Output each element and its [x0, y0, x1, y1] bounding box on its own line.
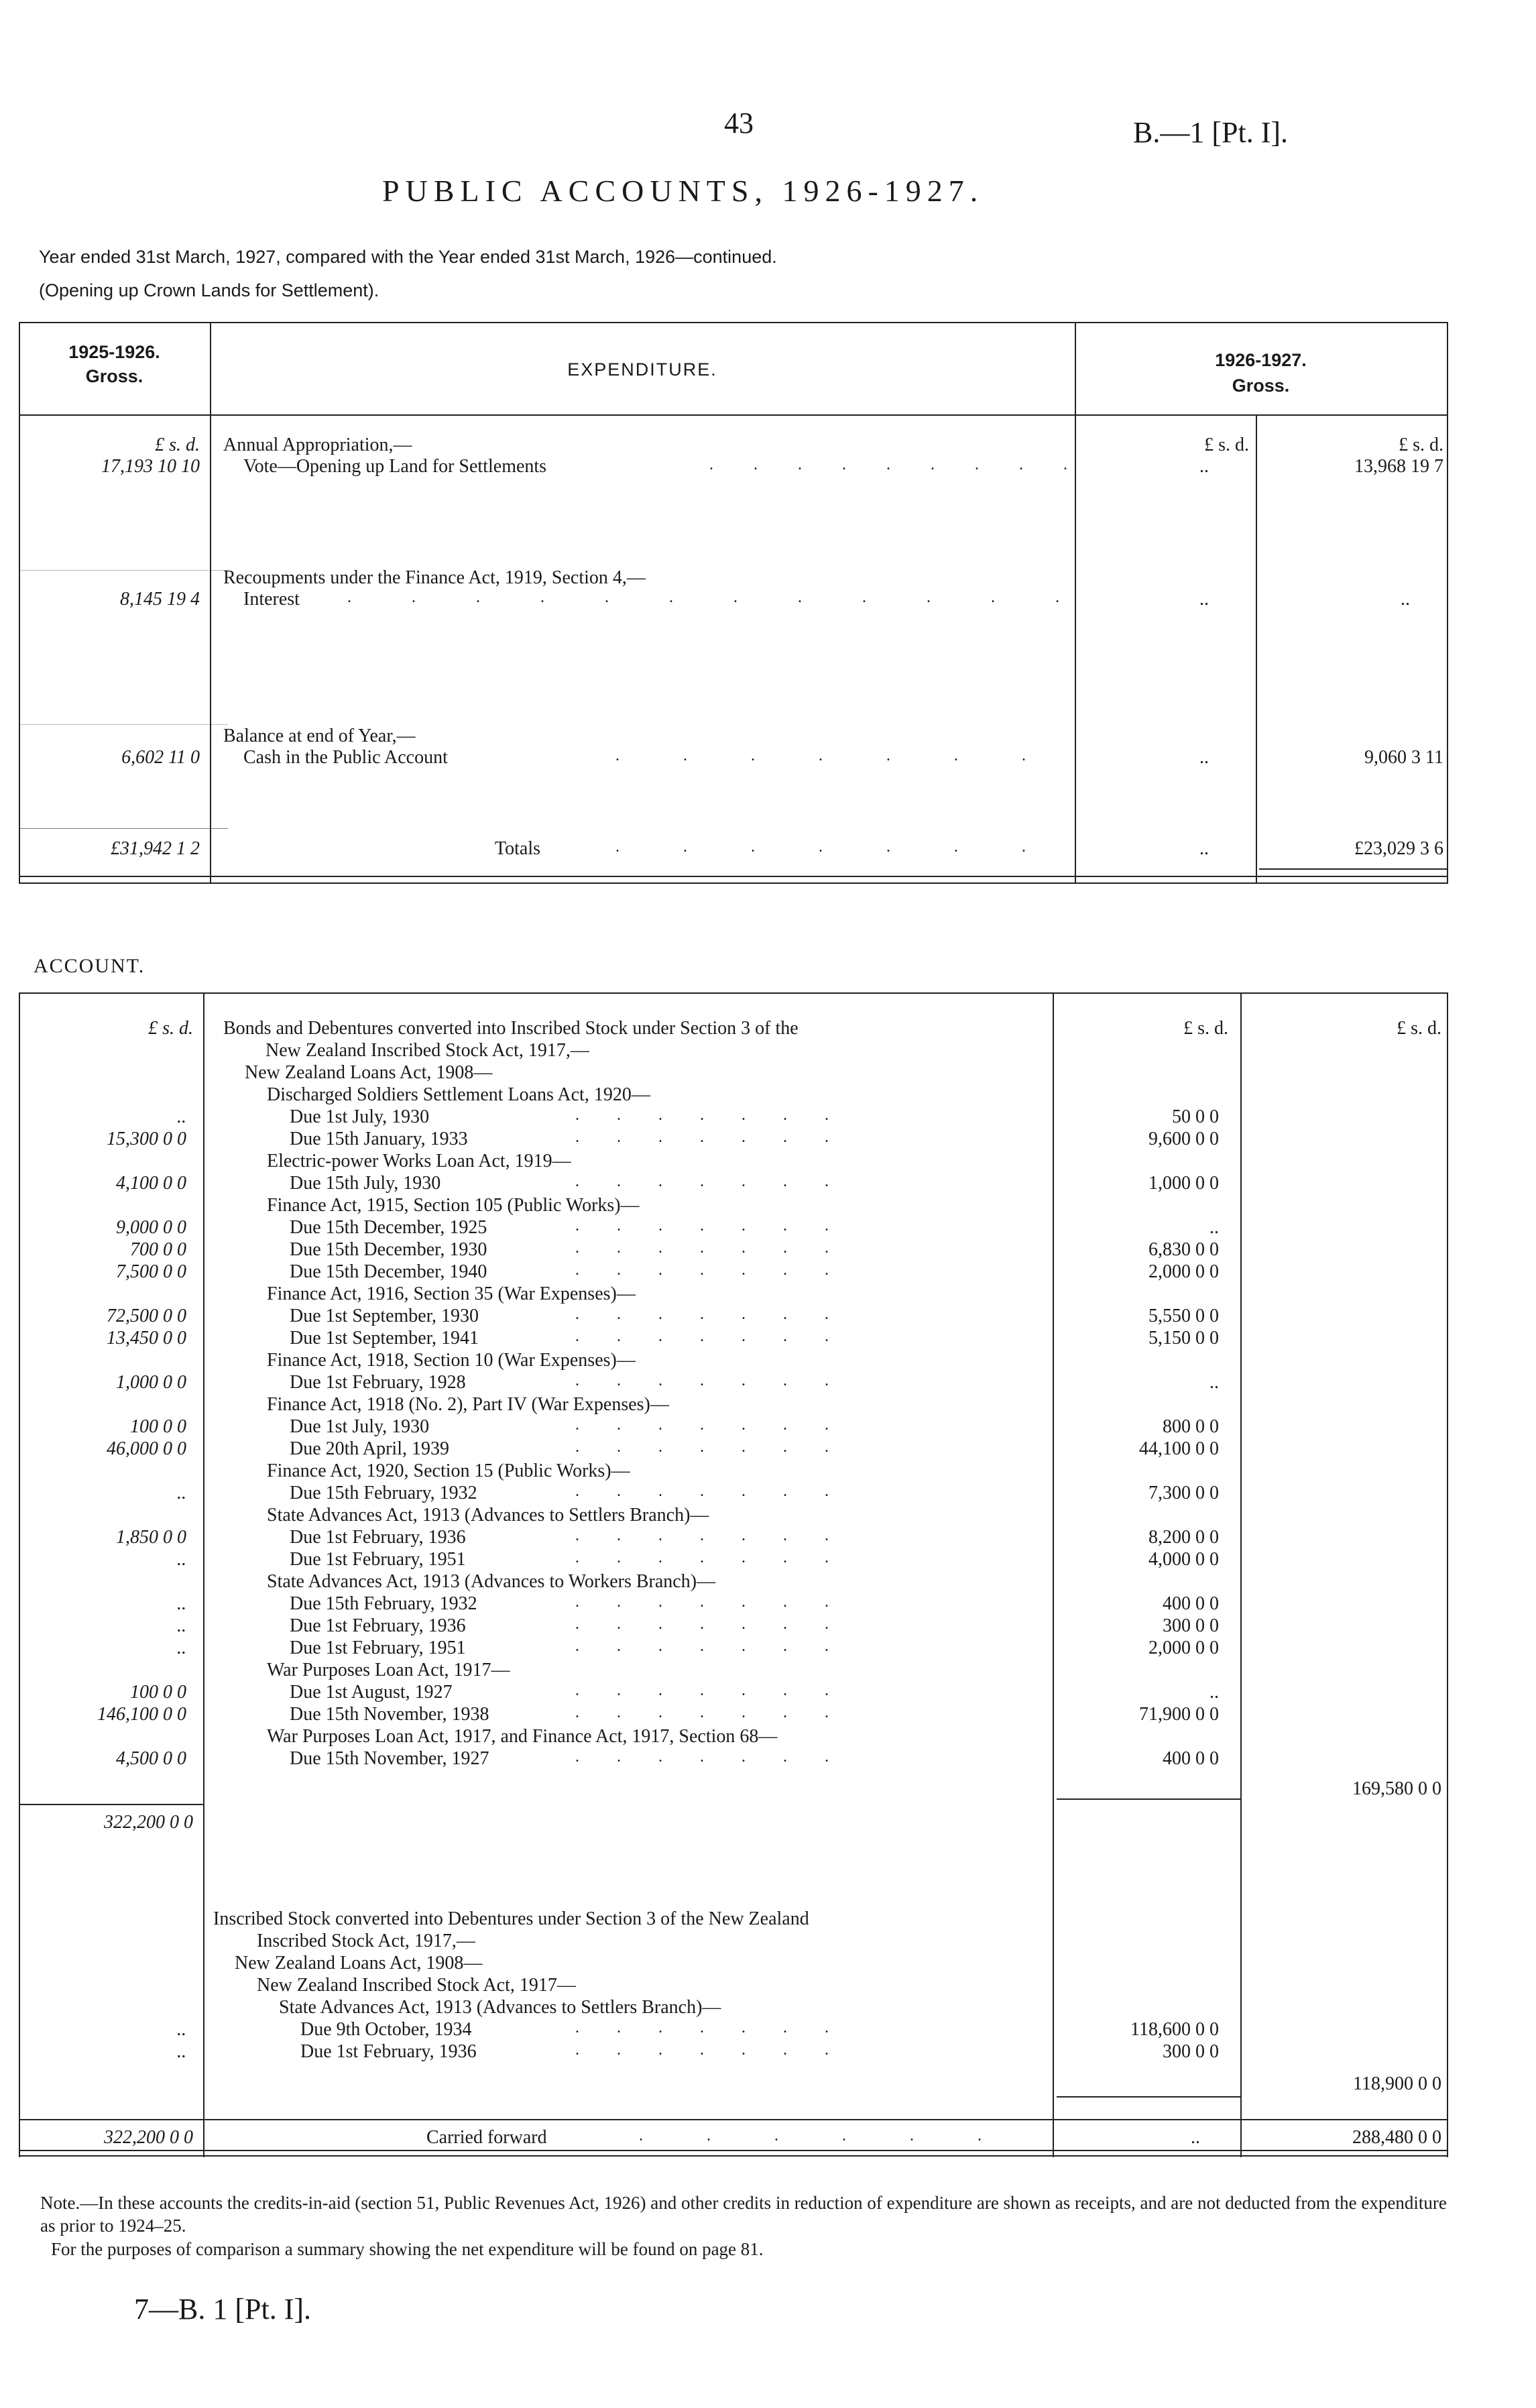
- row-amount: ..: [1209, 1682, 1219, 1703]
- row-label: Due 15th December, 1930: [290, 1239, 487, 1260]
- prev-value: 15,300 0 0: [107, 1129, 186, 1149]
- row-amount: 1,000 0 0: [1148, 1173, 1219, 1194]
- row-label: Due 15th February, 1932: [290, 1483, 477, 1503]
- row-label: Due 1st February, 1928: [290, 1372, 466, 1393]
- header-expenditure: EXPENDITURE.: [567, 359, 717, 380]
- table-row: [19, 1372, 1448, 1394]
- row-amount: 800 0 0: [1163, 1416, 1219, 1437]
- page-number: 43: [724, 107, 754, 139]
- row-label: Due 15th February, 1932: [290, 1593, 477, 1614]
- prev-value: 13,450 0 0: [107, 1328, 186, 1349]
- table-row: [19, 1261, 1448, 1283]
- row-label: War Purposes Loan Act, 1917—: [267, 1660, 510, 1680]
- totals-prev: £31,942 1 2: [111, 838, 200, 859]
- prev-value: ..: [177, 1615, 186, 1636]
- leader-dots: .......: [575, 1527, 866, 1544]
- leader-dots: .......: [575, 1306, 866, 1323]
- carried-mid: ..: [1191, 2127, 1200, 2148]
- row-amount: 118,600 0 0: [1130, 2019, 1219, 2040]
- section-label: (Opening up Crown Lands for Settlement).: [39, 280, 379, 300]
- row-amount: 400 0 0: [1163, 1593, 1219, 1614]
- prev-value: ..: [177, 1593, 186, 1614]
- currency-header-curr: £ s. d.: [1399, 435, 1443, 455]
- leader-dots: .......: [575, 1549, 866, 1566]
- table-row: [19, 1217, 1448, 1239]
- row-label: Finance Act, 1920, Section 15 (Public Works)—: [267, 1460, 630, 1481]
- table-row: [19, 1483, 1448, 1505]
- header-curr-year: 1926-1927.: [1215, 350, 1307, 370]
- row-label: Finance Act, 1915, Section 105 (Public Works)—: [267, 1195, 640, 1216]
- table-row: [19, 1106, 1448, 1129]
- table-row: [19, 1239, 1448, 1261]
- table-row: [19, 1394, 1448, 1416]
- row-label: Due 15th November, 1927: [290, 1748, 489, 1769]
- leader-dots: .......: [575, 1106, 866, 1124]
- table-row: [19, 1527, 1448, 1549]
- row-amount: 6,830 0 0: [1148, 1239, 1219, 1260]
- leader-dots: .......: [575, 1416, 866, 1434]
- leader-dots: .......: [575, 1173, 866, 1190]
- loans-act-heading: New Zealand Loans Act, 1908—: [245, 1062, 493, 1083]
- bonds-subtotal-prev: 322,200 0 0: [104, 1812, 193, 1833]
- table-row: [19, 1505, 1448, 1527]
- leader-dots: .......: [575, 1682, 866, 1699]
- stock-heading-cont: Inscribed Stock Act, 1917,—: [257, 1931, 475, 1951]
- row-amount: 8,200 0 0: [1148, 1527, 1219, 1548]
- row-label: Due 15th December, 1940: [290, 1261, 487, 1282]
- header-prev-gross: Gross.: [85, 366, 143, 386]
- prev-value: 4,100 0 0: [116, 1173, 186, 1194]
- carried-total: 288,480 0 0: [1352, 2127, 1441, 2148]
- stock-subtotal: 118,900 0 0: [1353, 2073, 1441, 2094]
- header-curr-gross: Gross.: [1232, 376, 1290, 396]
- row-label: Due 9th October, 1934: [300, 2019, 472, 2040]
- prev-value: ..: [177, 1106, 186, 1127]
- mid-value: ..: [1199, 456, 1209, 477]
- table-row: [19, 1084, 1448, 1106]
- table-row: [19, 1704, 1448, 1726]
- leader-dots: .......: [575, 1483, 866, 1500]
- page-reference: B.—1 [Pt. I].: [1133, 116, 1288, 149]
- row-label: Finance Act, 1918, Section 10 (War Expenses)—: [267, 1350, 636, 1371]
- prev-value: 7,500 0 0: [116, 1261, 186, 1282]
- prev-value: 100 0 0: [130, 1682, 186, 1703]
- row-label: Due 1st July, 1930: [290, 1106, 430, 1127]
- row-amount: ..: [1209, 1372, 1219, 1393]
- footnote: Note.—In these accounts the credits-in-aid (section 51, Public Revenues Act, 1926) and other credits in reduction of expenditure are shown as receipts, and are not deducted from the expenditure as prior to 1924–25.: [40, 2193, 1447, 2236]
- bonds-heading: Bonds and Debentures converted into Inscribed Stock under Section 3 of the: [223, 1018, 799, 1039]
- totals-curr: £23,029 3 6: [1354, 838, 1443, 859]
- prev-value: 100 0 0: [130, 1416, 186, 1437]
- table-row: [19, 1306, 1448, 1328]
- leader-dots: .......: [575, 1438, 866, 1456]
- currency-header-prev: £ s. d.: [155, 435, 200, 455]
- row-label: Due 1st February, 1951: [290, 1638, 466, 1658]
- row-label: Due 1st September, 1930: [290, 1306, 479, 1326]
- leader-dots: .......: [575, 1261, 866, 1279]
- leader-dots: .........: [709, 456, 1108, 473]
- prev-value: ..: [177, 2041, 186, 2062]
- leader-dots: .......: [575, 1328, 866, 1345]
- currency-header-mid: £ s. d.: [1183, 1018, 1228, 1039]
- row-amount: ..: [1209, 1217, 1219, 1238]
- prev-value: 9,000 0 0: [116, 1217, 186, 1238]
- leader-dots: ......: [639, 2127, 1045, 2144]
- bonds-subtotal-total: 169,580 0 0: [1352, 1778, 1441, 1799]
- stock-loans-heading: New Zealand Loans Act, 1908—: [235, 1953, 483, 1973]
- table-row: [19, 2019, 1448, 2041]
- stock-heading: Inscribed Stock converted into Debentures under Section 3 of the New Zealand: [213, 1908, 809, 1929]
- prev-value: 1,850 0 0: [116, 1527, 186, 1548]
- row-label: Due 1st February, 1936: [300, 2041, 477, 2062]
- row-label: Due 1st September, 1941: [290, 1328, 479, 1349]
- table-row: [19, 1549, 1448, 1571]
- row-amount: 2,000 0 0: [1148, 1638, 1219, 1658]
- account-table: [19, 992, 1448, 2157]
- leader-dots: .......: [615, 838, 1089, 856]
- row-label: Due 1st February, 1936: [290, 1615, 466, 1636]
- row-label: Cash in the Public Account: [243, 747, 448, 768]
- curr-gross-value: 9,060 3 11: [1364, 747, 1443, 768]
- table-row: [19, 1726, 1448, 1748]
- row-label: Due 1st February, 1936: [290, 1527, 466, 1548]
- prev-value: ..: [177, 1638, 186, 1658]
- row-amount: 50 0 0: [1172, 1106, 1219, 1127]
- row-amount: 9,600 0 0: [1148, 1129, 1219, 1149]
- row-heading: Recoupments under the Finance Act, 1919, Section 4,—: [223, 567, 646, 588]
- table-row: [19, 1660, 1448, 1682]
- prev-value: 4,500 0 0: [116, 1748, 186, 1769]
- table-row: [19, 1638, 1448, 1660]
- row-label: Due 1st August, 1927: [290, 1682, 453, 1703]
- leader-dots: ............: [347, 589, 1120, 606]
- prev-value: ..: [177, 2019, 186, 2040]
- row-label: Due 15th July, 1930: [290, 1173, 441, 1194]
- currency-header-mid: £ s. d.: [1204, 435, 1249, 455]
- header-prev-year: 1925-1926.: [68, 342, 160, 362]
- account-label: ACCOUNT.: [34, 955, 145, 977]
- row-label: Due 1st July, 1930: [290, 1416, 430, 1437]
- prev-value: 1,000 0 0: [116, 1372, 186, 1393]
- prev-value: ..: [177, 1483, 186, 1503]
- row-amount: 5,150 0 0: [1148, 1328, 1219, 1349]
- table-row: [19, 1438, 1448, 1460]
- row-label: State Advances Act, 1913 (Advances to Workers Branch)—: [267, 1571, 716, 1592]
- row-label: Interest: [243, 589, 300, 610]
- row-label: Discharged Soldiers Settlement Loans Act, 1920—: [267, 1084, 650, 1105]
- prev-value: 46,000 0 0: [107, 1438, 186, 1459]
- row-heading: Annual Appropriation,—: [223, 435, 412, 455]
- row-amount: 7,300 0 0: [1148, 1483, 1219, 1503]
- totals-label: Totals: [495, 838, 541, 859]
- row-amount: 2,000 0 0: [1148, 1261, 1219, 1282]
- prev-value: 72,500 0 0: [107, 1306, 186, 1326]
- row-amount: 5,550 0 0: [1148, 1306, 1219, 1326]
- table-row: [19, 1129, 1448, 1151]
- leader-dots: .......: [575, 1704, 866, 1721]
- leader-dots: .......: [575, 1615, 866, 1633]
- leader-dots: .......: [575, 1239, 866, 1257]
- mid-value: ..: [1199, 747, 1209, 768]
- table-row: [19, 1350, 1448, 1372]
- prev-gross-value: 6,602 11 0: [121, 747, 200, 768]
- table-row: [19, 1151, 1448, 1173]
- table-row: [19, 1328, 1448, 1350]
- row-amount: 300 0 0: [1163, 1615, 1219, 1636]
- prev-value: ..: [177, 1549, 186, 1570]
- prev-value: 146,100 0 0: [97, 1704, 186, 1725]
- prev-gross-value: 8,145 19 4: [120, 589, 200, 610]
- mid-value: ..: [1199, 589, 1209, 610]
- expenditure-table: [19, 322, 1448, 884]
- table-row: [19, 1173, 1448, 1195]
- leader-dots: .......: [575, 2019, 866, 2037]
- row-label: War Purposes Loan Act, 1917, and Finance Act, 1917, Section 68—: [267, 1726, 778, 1747]
- row-amount: 400 0 0: [1163, 1748, 1219, 1769]
- row-label: Finance Act, 1918 (No. 2), Part IV (War Expenses)—: [267, 1394, 669, 1415]
- row-label: Electric-power Works Loan Act, 1919—: [267, 1151, 571, 1171]
- row-amount: 71,900 0 0: [1139, 1704, 1219, 1725]
- table-row: [19, 1416, 1448, 1438]
- table-row: [19, 1682, 1448, 1704]
- table-row: [19, 1615, 1448, 1638]
- prev-gross-value: 17,193 10 10: [101, 456, 200, 477]
- curr-gross-value: ..: [1401, 589, 1410, 610]
- state-advances-heading: State Advances Act, 1913 (Advances to Settlers Branch)—: [279, 1997, 721, 2018]
- currency-header-curr: £ s. d.: [1397, 1018, 1441, 1039]
- currency-header-prev: £ s. d.: [148, 1018, 193, 1039]
- leader-dots: .......: [575, 1593, 866, 1611]
- table-row: [19, 1571, 1448, 1593]
- row-amount: 4,000 0 0: [1148, 1549, 1219, 1570]
- table-row: [19, 1283, 1448, 1306]
- page-title: PUBLIC ACCOUNTS, 1926-1927.: [382, 174, 984, 208]
- leader-dots: .......: [575, 1748, 866, 1766]
- carried-forward-label: Carried forward: [426, 2127, 547, 2148]
- row-heading: Balance at end of Year,—: [223, 726, 416, 746]
- stock-act-heading: New Zealand Inscribed Stock Act, 1917—: [257, 1975, 576, 1996]
- carried-prev: 322,200 0 0: [104, 2127, 193, 2148]
- table-row: [19, 2041, 1448, 2063]
- totals-mid: ..: [1199, 838, 1209, 859]
- row-amount: 300 0 0: [1163, 2041, 1219, 2062]
- table-row: [19, 1195, 1448, 1217]
- leader-dots: .......: [575, 1217, 866, 1235]
- leader-dots: .......: [615, 747, 1089, 764]
- row-label: Due 1st February, 1951: [290, 1549, 466, 1570]
- bonds-heading-cont: New Zealand Inscribed Stock Act, 1917,—: [265, 1040, 589, 1061]
- subtitle: Year ended 31st March, 1927, compared with the Year ended 31st March, 1926—continued.: [39, 247, 777, 267]
- row-label: Due 15th January, 1933: [290, 1129, 468, 1149]
- row-amount: 44,100 0 0: [1139, 1438, 1219, 1459]
- row-label: Finance Act, 1916, Section 35 (War Expenses)—: [267, 1283, 636, 1304]
- footnote-summary: For the purposes of comparison a summary showing the net expenditure will be found on page 81.: [51, 2239, 764, 2259]
- footer-reference: 7—B. 1 [Pt. I].: [134, 2293, 311, 2326]
- curr-gross-value: 13,968 19 7: [1354, 456, 1443, 477]
- table-row: [19, 1748, 1448, 1770]
- leader-dots: .......: [575, 1129, 866, 1146]
- row-label: Due 15th December, 1925: [290, 1217, 487, 1238]
- leader-dots: .......: [575, 1638, 866, 1655]
- table-row: [19, 1460, 1448, 1483]
- row-label: Vote—Opening up Land for Settlements: [243, 456, 547, 477]
- prev-value: 700 0 0: [130, 1239, 186, 1260]
- row-label: Due 20th April, 1939: [290, 1438, 449, 1459]
- table-row: [19, 1593, 1448, 1615]
- row-label: State Advances Act, 1913 (Advances to Settlers Branch)—: [267, 1505, 709, 1526]
- leader-dots: .......: [575, 2041, 866, 2059]
- row-label: Due 15th November, 1938: [290, 1704, 489, 1725]
- leader-dots: .......: [575, 1372, 866, 1389]
